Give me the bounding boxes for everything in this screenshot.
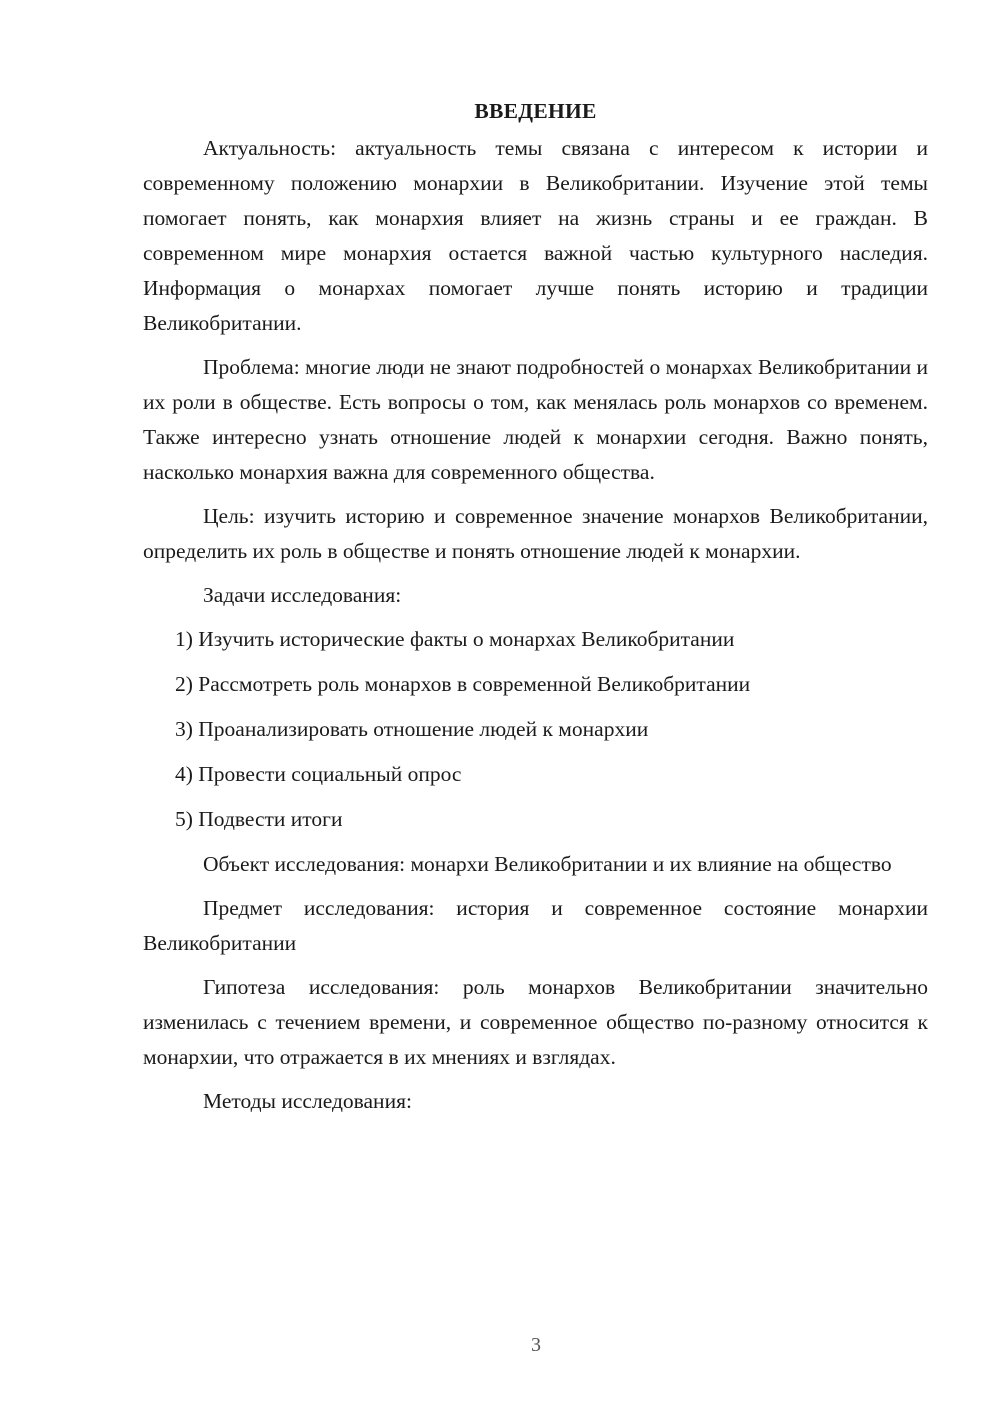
paragraph-hypothesis: Гипотеза исследования: роль монархов Великобритании значительно изменилась с течением времени, и современное общество по-разному относится к монархии, что отражается в их мнениях и взглядах.: [143, 975, 928, 1069]
paragraph-goal: Цель: изучить историю и современное значение монархов Великобритании, определить их роль в обществе и понять отношение людей к монархии.: [143, 504, 928, 563]
document-page: [143, 96, 928, 1128]
paragraph-problem: Проблема: многие люди не знают подробностей о монархах Великобритании и их роли в обществе. Есть вопросы о том, как менялась роль монархов со временем. Также интересно узнать отношение людей к монархии сегодня. Важно понять, насколько монархия важна для современного общества.: [143, 355, 928, 484]
tasks-heading: Задачи исследования:: [203, 583, 402, 607]
page-number: 3: [531, 1334, 541, 1356]
list-item: 4) Провести социальный опрос: [175, 762, 462, 786]
tasks-list: [143, 622, 928, 837]
section-title: ВВЕДЕНИЕ: [474, 99, 597, 123]
list-item: 1) Изучить исторические факты о монархах Великобритании: [175, 627, 735, 651]
paragraph-subject: Предмет исследования: история и современное состояние монархии Великобритании: [143, 896, 928, 955]
list-item: 5) Подвести итоги: [175, 807, 343, 831]
methods-heading: Методы исследования:: [203, 1089, 412, 1113]
list-item: 2) Рассмотреть роль монархов в современной Великобритании: [175, 672, 751, 696]
paragraph-relevance: Актуальность: актуальность темы связана с интересом к истории и современному положению монархии в Великобритании. Изучение этой темы помогает понять, как монархия влияет на жизнь страны и ее граждан. В современном мире монархия остается важной частью культурного наследия. Информация о монархах помогает лучше понять историю и традиции Великобритании.: [143, 136, 928, 335]
paragraph-object: Объект исследования: монархи Великобритании и их влияние на общество: [203, 852, 892, 876]
list-item: 3) Проанализировать отношение людей к монархии: [175, 717, 649, 741]
